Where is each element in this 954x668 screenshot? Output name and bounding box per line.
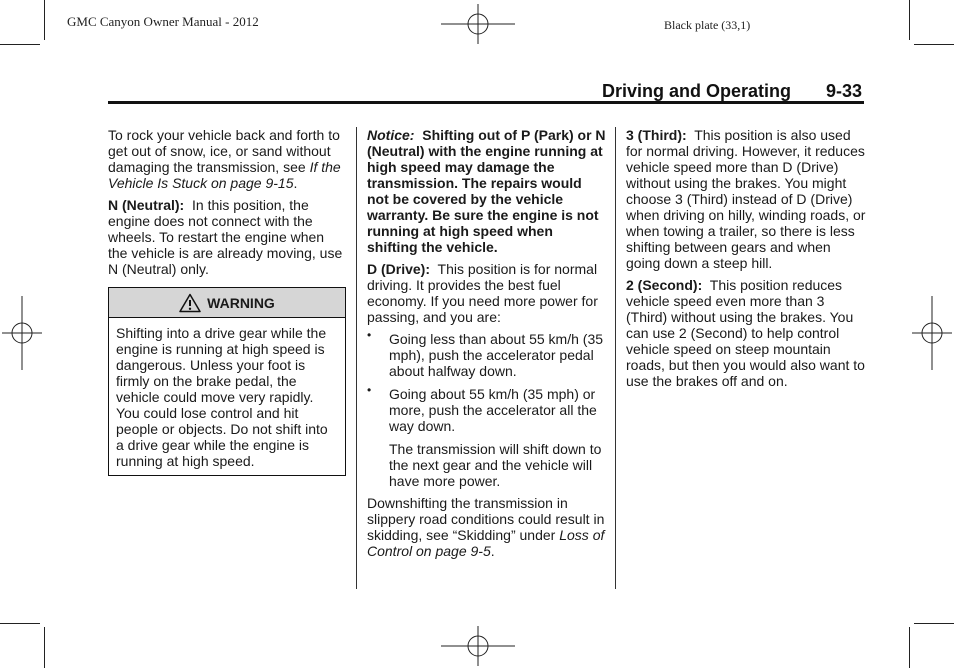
registration-mark-top-icon [441,4,515,44]
intro-reference-link[interactable]: If the Vehicle Is Stuck on page 9-15 [108,159,341,191]
title-rule [108,101,864,104]
second-paragraph [626,277,866,389]
crop-mark-top-right-horizontal [914,44,954,45]
registration-mark-right-icon [912,296,952,370]
intro-text: To rock your vehicle back and forth to get out of snow, ice, or sand without damaging the transmission, see [108,127,340,175]
third-lead: 3 (Third): [626,127,687,143]
plate-label: Black plate (33,1) [664,18,751,32]
downshift-paragraph [367,495,607,559]
downshift-text: Downshifting the transmission in slippery road conditions could result in skidding, see “Skidding” under [367,495,605,543]
crop-mark-top-left-vertical [44,0,45,40]
column-divider-1 [356,127,357,589]
crop-mark-bottom-right-horizontal [914,623,954,624]
page-number: 9-33 [826,81,863,101]
neutral-text: In this position, the engine does not connect with the wheels. To restart the engine when the vehicle is are already moving, use N (Neutral) only. [108,197,343,277]
crop-mark-bottom-left-horizontal [0,623,40,624]
section-title: Driving and Operating [602,81,792,101]
bullet-list [367,328,607,434]
warning-box [108,287,346,476]
column-2 [367,127,607,565]
notice-paragraph [367,127,607,255]
bullet-dot-icon: • [367,328,372,342]
list-item: • Going less than about 55 km/h (35 mph), push the accelerator pedal about halfway down. [367,328,604,379]
crop-mark-top-left-horizontal [0,44,40,45]
downshift-end: . [490,543,495,559]
warning-triangle-icon [179,293,201,313]
intro-end: . [293,175,298,191]
list-item: • Going about 55 km/h (35 mph) or more, push the accelerator all the way down. [367,383,597,434]
warning-header [109,288,345,318]
registration-mark-bottom-icon [441,626,515,666]
crop-mark-top-right-vertical [909,0,910,40]
second-lead: 2 (Second): [626,277,703,293]
crop-mark-bottom-right-vertical [909,627,910,668]
neutral-lead: N (Neutral): [108,197,185,213]
drive-text: This position is for normal driving. It provides the best fuel economy. If you need more power for passing, and you are: [367,261,598,325]
intro-paragraph [108,127,346,191]
notice-lead: Notice: [367,127,415,143]
crop-mark-bottom-left-vertical [44,627,45,668]
second-text: This position reduces vehicle speed even more than 3 (Third) without using the brakes. You can use 2 (Second) to help control vehicle speed on steep mountain roads, but then you would also want to use the brakes off and on. [626,277,865,389]
shift-down-paragraph: The transmission will shift down to the next gear and the vehicle will have more power. [389,441,602,489]
third-paragraph [626,127,866,271]
warning-label: WARNING [207,294,275,311]
downshift-reference-link[interactable]: Loss of Control on page 9-5 [367,527,605,559]
manual-title: GMC Canyon Owner Manual - 2012 [67,14,259,29]
column-3 [626,127,866,395]
neutral-paragraph [108,197,346,277]
warning-text: Shifting into a drive gear while the engine is running at high speed is dangerous. Unless your foot is firmly on the brake pedal, the vehicle could move very rapidly. You could lose control and hit people or objects. Do not shift into a drive gear while the engine is running at high speed. [116,325,328,469]
drive-paragraph [367,261,607,325]
third-text: This position is also used for normal driving. However, it reduces vehicle speed more than D (Drive) without using the brakes. You might choose 3 (Third) instead of D (Drive) when driving on hilly, winding roads, or when towing a trailer, so there is less shifting between gears and when going down a steep hill. [626,127,866,271]
column-1 [108,127,346,476]
drive-lead: D (Drive): [367,261,431,277]
notice-text: Shifting out of P (Park) or N (Neutral) with the engine running at high speed may damage the transmission. The repairs would not be covered by the vehicle warranty. Be sure the engine is not running at high speed when shifting the vehicle. [367,127,606,255]
bullet-dot-icon: • [367,383,372,397]
registration-mark-left-icon [2,296,42,370]
column-divider-2 [615,127,616,589]
